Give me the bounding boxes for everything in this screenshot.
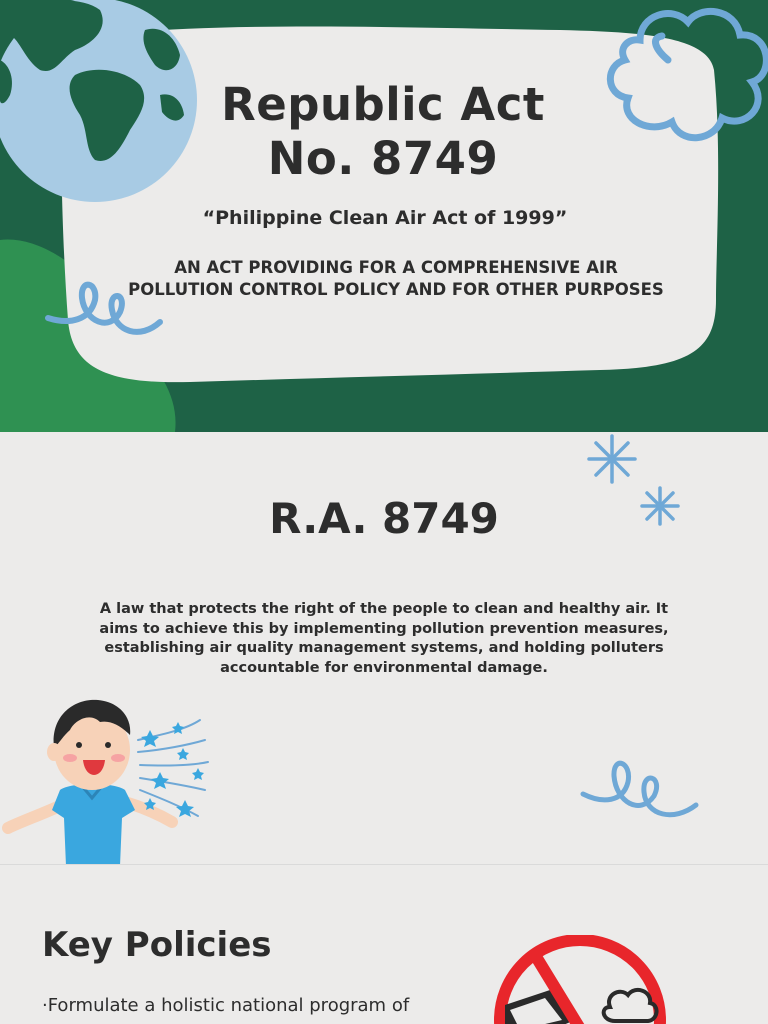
policy-item: ·Formulate a holistic national program of [42,995,410,1016]
ra-description-line-1: A law that protects the right of the people to clean and healthy air. It [99,601,669,617]
no-smoke-icon [490,935,670,1024]
page-title [188,78,578,186]
title-line-2: No. 8749 [267,132,499,185]
hero-banner [0,0,768,432]
ra-description-line-2: aims to achieve this by implementing pollution prevention measures, [99,620,669,637]
act-description [96,257,696,301]
act-description-line-1: AN ACT PROVIDING FOR A COMPREHENSIVE AIR [174,258,618,277]
ra-description-line-3: establishing air quality management systems, and holding polluters [104,640,664,656]
summary-section [0,432,768,865]
act-description-line-2: POLLUTION CONTROL POLICY AND FOR OTHER PURPOSES [128,280,664,299]
title-line-1: Republic Act [221,78,545,131]
ra-heading: R.A. 8749 [269,494,499,543]
globe-icon [0,0,197,202]
breathing-boy-illustration [0,690,215,865]
ra-description-line-4: accountable for environmental damage. [220,659,548,676]
swirl-icon-right [578,750,703,822]
key-policies-section [0,865,768,1024]
key-policies-heading: Key Policies [42,925,272,965]
act-subtitle: “Philippine Clean Air Act of 1999” [202,207,568,229]
ra-description [84,600,684,678]
